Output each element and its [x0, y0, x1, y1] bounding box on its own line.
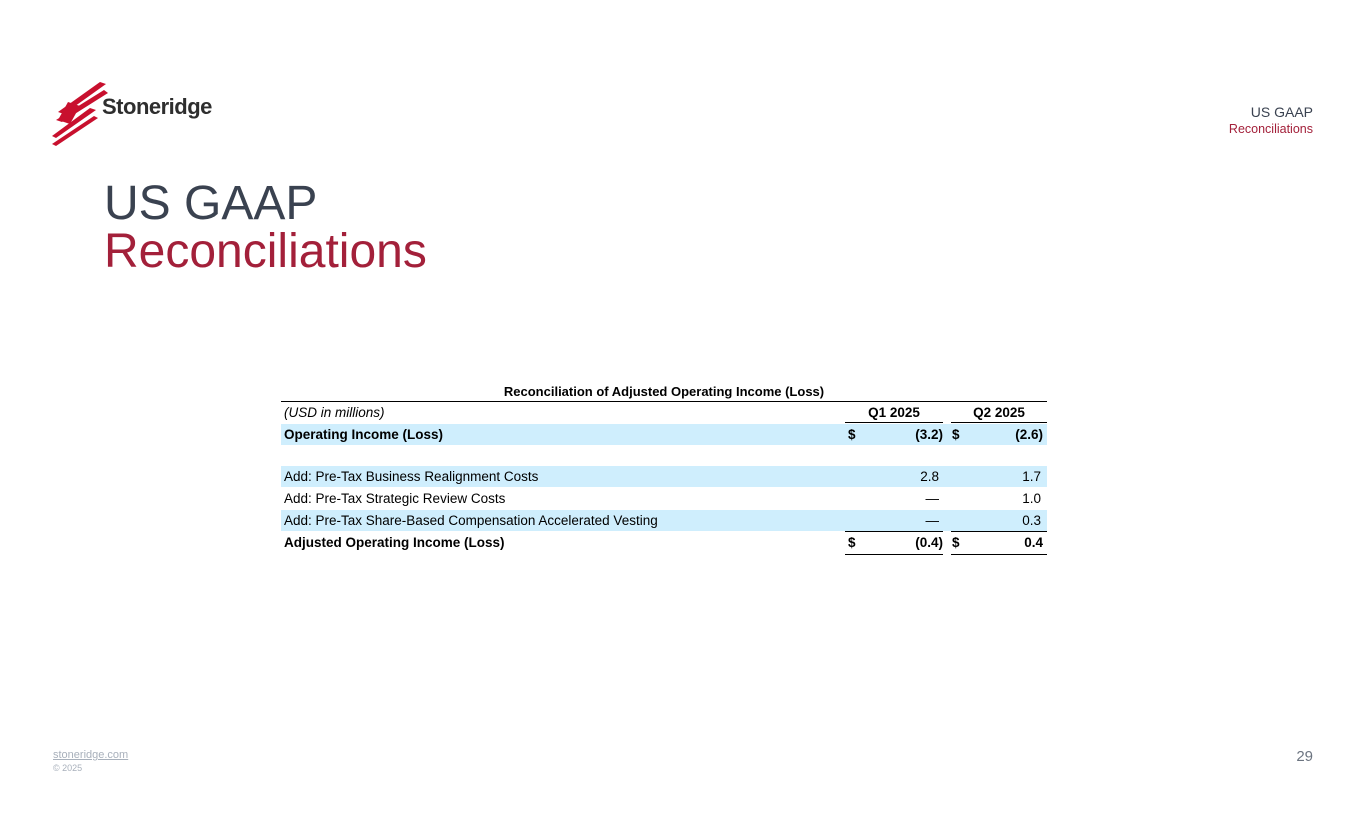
table-row — [281, 532, 1047, 553]
logo-mark-icon — [50, 80, 110, 150]
value-q1: 2.8 — [920, 469, 939, 484]
unit-label: (USD in millions) — [284, 405, 385, 420]
value-q1: (0.4) — [915, 535, 943, 550]
page-title-line2: Reconciliations — [104, 225, 427, 278]
stoneridge-logo — [50, 80, 220, 150]
copyright: © 2025 — [53, 763, 83, 773]
header-underline — [951, 422, 1047, 423]
table-row — [281, 466, 1047, 487]
currency-symbol: $ — [952, 427, 960, 442]
value-q2: 0.3 — [1022, 513, 1041, 528]
logo-wordmark: Stoneridge — [102, 94, 212, 119]
row-label: Operating Income (Loss) — [284, 427, 444, 442]
row-label: Add: Pre-Tax Strategic Review Costs — [284, 491, 506, 506]
row-label: Add: Pre-Tax Share-Based Compensation Accelerated Vesting — [284, 513, 658, 528]
section-header — [1229, 104, 1313, 137]
column-header-q1: Q1 2025 — [868, 405, 920, 420]
row-label: Add: Pre-Tax Business Realignment Costs — [284, 469, 539, 484]
spacer-row — [281, 446, 1047, 465]
currency-symbol: $ — [848, 535, 856, 550]
header-underline — [845, 422, 943, 423]
reconciliation-table — [281, 382, 1047, 553]
value-q1: — — [925, 513, 939, 528]
section-subtitle: Reconciliations — [1228, 122, 1313, 136]
table-header-row — [281, 402, 1047, 423]
column-header-q2: Q2 2025 — [973, 405, 1025, 420]
page-title — [104, 177, 427, 278]
table-row — [281, 488, 1047, 509]
row-label: Adjusted Operating Income (Loss) — [284, 535, 505, 550]
value-q1: — — [925, 491, 939, 506]
total-underline — [951, 554, 1047, 555]
value-q2: (2.6) — [1015, 427, 1043, 442]
table-title: Reconciliation of Adjusted Operating Income (Loss) — [281, 382, 1047, 402]
table-row — [281, 424, 1047, 445]
section-title: US GAAP — [1250, 104, 1313, 120]
value-q2: 1.0 — [1022, 491, 1041, 506]
page-number: 29 — [1296, 748, 1313, 765]
currency-symbol: $ — [952, 535, 960, 550]
value-q2: 0.4 — [1024, 535, 1043, 550]
total-underline — [845, 554, 943, 555]
value-q1: (3.2) — [915, 427, 943, 442]
table-row — [281, 510, 1047, 531]
page-title-line1: US GAAP — [104, 177, 318, 230]
currency-symbol: $ — [848, 427, 856, 442]
website-link[interactable]: stoneridge.com — [53, 749, 129, 761]
value-q2: 1.7 — [1022, 469, 1041, 484]
